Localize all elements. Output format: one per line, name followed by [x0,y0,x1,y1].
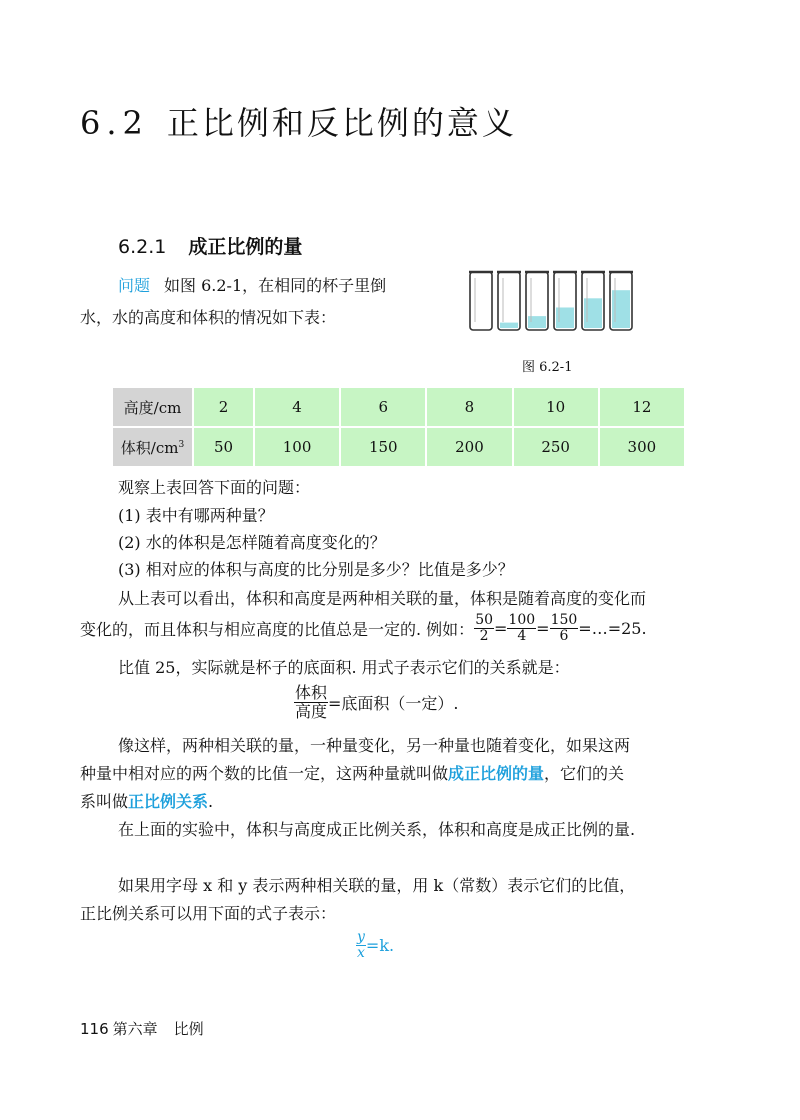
questions-intro: 观察上表回答下面的问题： [118,478,311,497]
page-number: 116 [80,1020,109,1038]
table-cell: 50 [193,427,254,467]
page-footer [80,1018,204,1039]
figure-caption: 图 6.2-1 [522,360,573,375]
cups-figure [466,268,634,338]
table-cell: 8 [426,388,512,427]
subsection-title-text: 成正比例的量 [188,236,303,258]
equals-sign: = [494,619,508,639]
fraction-numerator: 150 [550,612,578,628]
formula-numerator: y [357,929,365,945]
term-direct-proportion-relation: 正比例关系 [128,792,209,811]
explain-line-2-text: 变化的，而且体积与相应高度的比值总是一定的. 例如： [80,620,475,640]
fraction-numerator: 100 [508,612,536,628]
cup-1 [469,272,493,330]
table-row-volume [113,427,685,467]
chapter-label: 第六章 [112,1020,158,1038]
row-label-volume [113,427,193,467]
definition-text: 系叫做 [80,792,129,811]
section-number: 6.2 [80,104,149,142]
formula-rhs: =k. [365,936,395,956]
question-3: (3) 相对应的体积与高度的比分别是多少？比值是多少？ [118,560,514,579]
problem-text-1: 如图 6.2-1，在相同的杯子里倒 [164,276,387,295]
formula-y-over-x [356,930,394,962]
example-line: 在上面的实验中，体积与高度成正比例关系，体积和高度是成正比例的量. [118,820,636,839]
section-title [80,98,517,144]
fraction-numerator: 50 [475,612,494,628]
fraction-denominator: 6 [559,628,569,645]
table-cell: 200 [426,427,512,467]
table-cell: 100 [254,427,340,467]
table-row-height [113,388,685,427]
explain-tail: =…=25. [578,619,647,639]
formula-volume-height [294,684,459,720]
table-cell: 6 [340,388,426,427]
cup-4 [553,272,577,330]
letters-line-1: 如果用字母 x 和 y 表示两种相关联的量，用 k（常数）表示它们的比值， [118,876,636,895]
formula-fraction-yx [356,930,366,962]
fraction-denominator: 2 [479,628,489,645]
equals-sign: = [536,619,550,639]
subsection-title [118,232,302,259]
term-direct-proportion-quantities: 成正比例的量 [448,764,545,783]
table-cell: 250 [513,427,599,467]
definition-text: ，它们的关 [544,764,625,783]
chapter-title: 比例 [173,1020,204,1038]
cup-6 [609,272,633,330]
explain-line-3: 比值 25，实际就是杯子的底面积. 用式子表示它们的关系就是： [118,658,570,677]
cup-outline [498,272,520,330]
row-label-volume-sup: 3 [178,439,185,450]
subsection-number: 6.2.1 [118,236,167,258]
formula-rhs: =底面积（一定）. [328,693,459,713]
definition-text: . [208,792,214,811]
question-1: (1) 表中有哪两种量？ [118,506,274,525]
explain-line-2 [80,613,647,645]
cup-2 [497,272,521,330]
table-cell: 300 [599,427,685,467]
fraction-denominator: 4 [517,628,527,645]
formula-denominator: 高度 [295,701,328,721]
formula-numerator: 体积 [295,683,328,702]
formula-fraction [294,684,328,720]
definition-text: 种量中相对应的两个数的比值一定，这两种量就叫做 [80,764,449,783]
water-level [500,323,518,328]
explain-line-1: 从上表可以看出，体积和高度是两种相关联的量，体积是随着高度的变化而 [118,589,647,608]
problem-line-1 [118,270,386,302]
table-cell: 12 [599,388,685,427]
letters-line-2: 正比例关系可以用下面的式子表示： [80,904,337,923]
definition-line-1: 像这样，两种相关联的量，一种量变化，另一种量也随着变化，如果这两 [118,736,631,755]
data-table [113,388,686,468]
problem-line-2: 水，水的高度和体积的情况如下表： [80,308,337,327]
cup-3 [525,272,549,330]
formula-denominator: x [357,945,365,962]
table-cell: 150 [340,427,426,467]
fraction-100-4 [507,613,536,645]
question-2: (2) 水的体积是怎样随着高度变化的？ [118,533,386,552]
fraction-150-6 [550,613,579,645]
table-cell: 10 [513,388,599,427]
row-label-volume-text: 体积/cm [120,438,179,457]
fraction-50-2 [474,613,494,645]
cup-5 [581,272,605,330]
cup-outline [470,272,492,330]
table-cell: 4 [254,388,340,427]
table-cell: 2 [193,388,254,427]
problem-label: 问题 [118,276,151,295]
row-label-height: 高度/cm [113,388,193,427]
section-title-text: 正比例和反比例的意义 [166,104,517,142]
